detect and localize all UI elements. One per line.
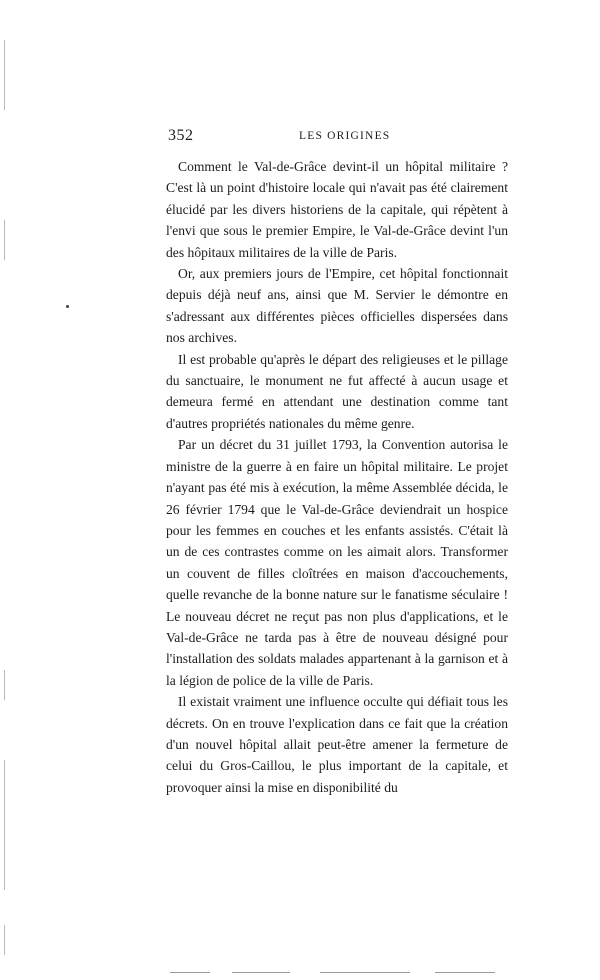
binding-edge-mark (4, 760, 5, 890)
paragraph: Il est probable qu'après le départ des religieuses et le pillage du sanctuaire, le monument ne fut affecté à aucun usage et demeura fermé en attendant une destination comme tant d'autres propriétés nationales du même genre. (166, 351, 508, 431)
bottom-rule (232, 972, 290, 973)
paragraph: Par un décret du 31 juillet 1793, la Convention autorisa le ministre de la guerre à en faire un hôpital militaire. Le projet n'ayant pas été mis à exécution, la même Assemblée décida, le 26 février 1794 que le Val-de-Grâce deviendrait un hospice pour les femmes en couches et les enfants assistés. C'était là un de ces contrastes comme on les aimait alors. Transformer un couvent de filles cloîtrées en maison d'accouchements, quelle revanche de la bonne nature sur le fanatisme séculaire ! Le nouveau décret ne reçut pas non plus d'applications, et le Val-de-Grâce ne tarda pas à être de nouveau désigné pour l'installation des soldats malades appartenant à la garnison et à la légion de police de la ville de Paris. (166, 437, 508, 688)
bottom-rule (435, 972, 495, 973)
paragraph: Il existait vraiment une influence occulte qui défiait tous les décrets. On en trouve l'explication dans ce fait que la création d'un nouvel hôpital allait peut-être amener la fermeture de celui du Gros-Caillou, le plus important de la capitale, et provoquer ainsi la mise en disponibilité du (166, 694, 508, 795)
binding-edge-mark (4, 40, 5, 110)
page-bottom-rules (170, 972, 510, 974)
running-title: LES ORIGINES (299, 130, 391, 142)
paragraph: Or, aux premiers jours de l'Empire, cet hôpital fonctionnait depuis déjà neuf ans, ainsi que M. Servier le démontre en s'adressant aux différentes pièces officielles dispersées dans nos archives. (166, 266, 508, 346)
scan-speck (66, 305, 69, 308)
bottom-rule (170, 972, 210, 973)
paragraph: Comment le Val-de-Grâce devint-il un hôpital militaire ? C'est là un point d'histoire locale qui n'avait pas été clairement élucidé par les divers historiens de la capitale, qui répètent à l'envi que sous le premier Empire, le Val-de-Grâce devint l'un des hôpitaux militaires de la ville de Paris. (166, 159, 508, 260)
binding-edge-mark (4, 670, 5, 700)
binding-edge-mark (4, 220, 5, 260)
binding-edge-mark (4, 925, 5, 955)
page-number: 352 (168, 127, 194, 144)
bottom-rule (320, 972, 410, 973)
body-text (166, 156, 508, 798)
page-header (168, 127, 506, 147)
